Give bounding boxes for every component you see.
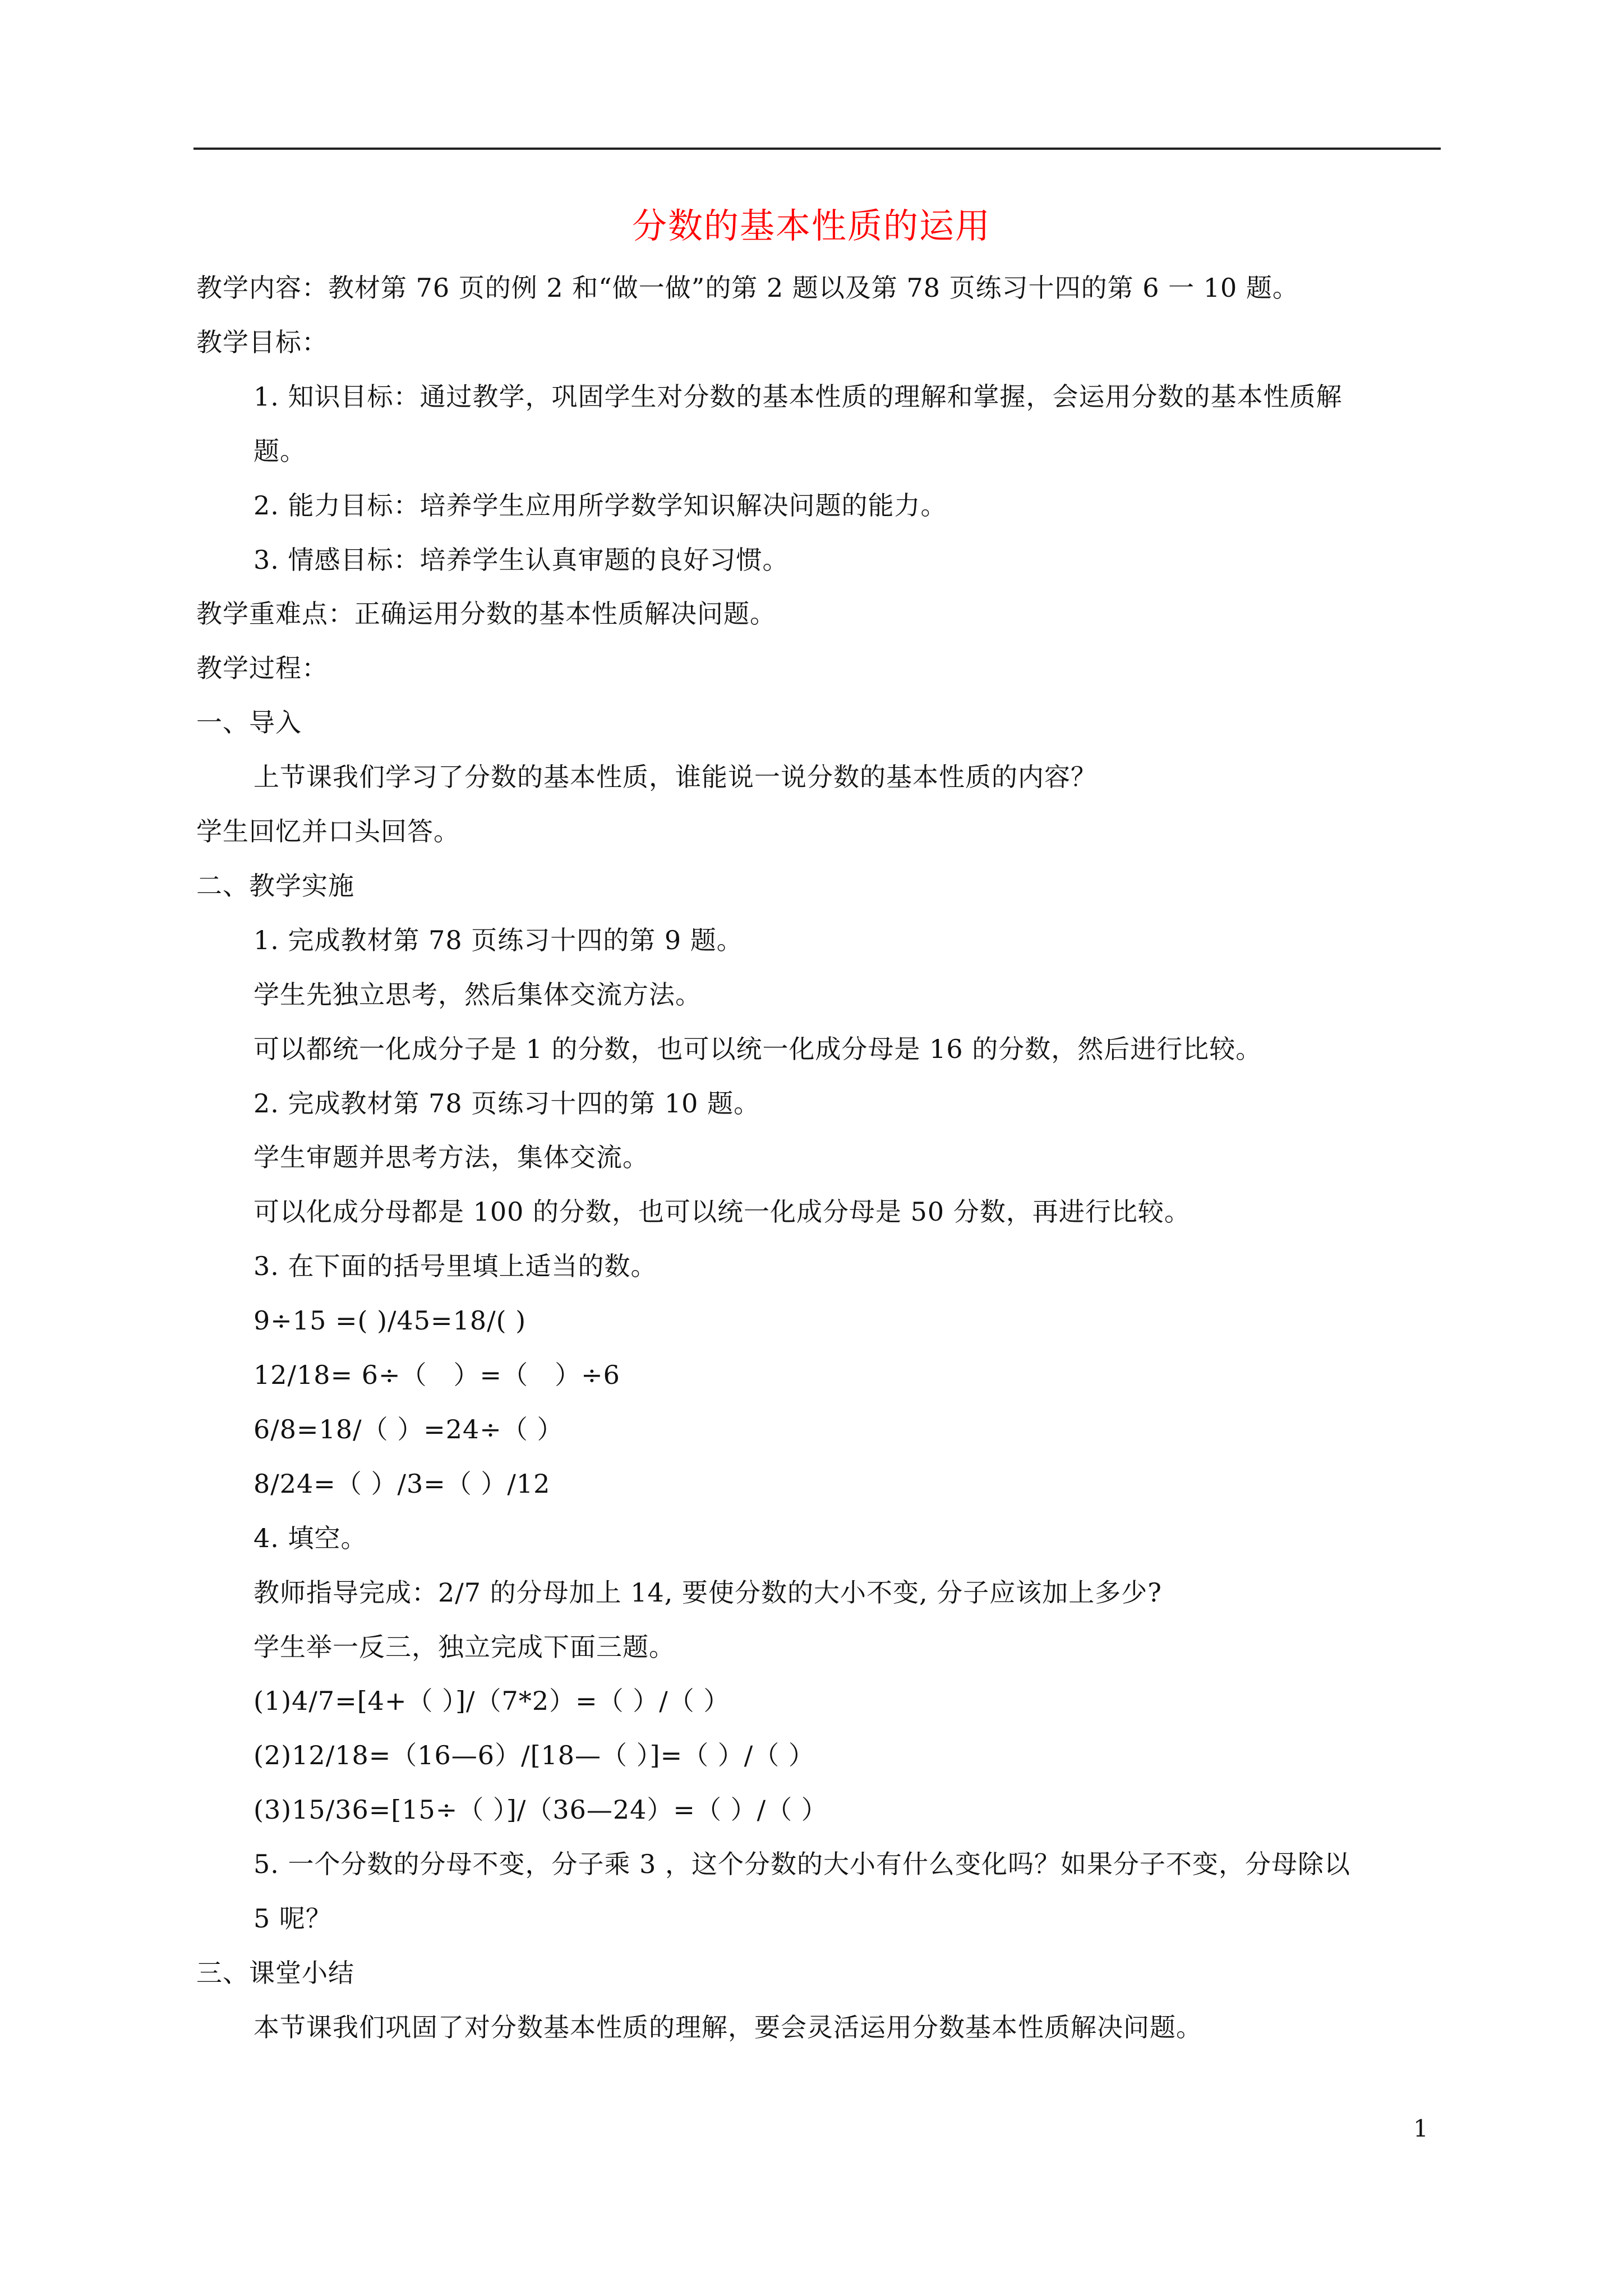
- text-line: 学生审题并思考方法，集体交流。: [253, 1142, 649, 1173]
- text-line: (1)4/7=[4+（ ）]/（7*2）=（ ）/（ ）: [253, 1686, 730, 1717]
- text-line: 教学重难点：正确运用分数的基本性质解决问题。: [196, 599, 776, 629]
- header-rule: [193, 148, 1441, 150]
- text-line: 5 呢？: [253, 1903, 332, 1934]
- text-line: 一、导入: [196, 707, 302, 738]
- text-line: 8/24=（ ）/3=（ ）/12: [253, 1468, 551, 1499]
- text-line: 上节课我们学习了分数的基本性质，谁能说一说分数的基本性质的内容？: [253, 762, 1097, 793]
- document-title: 分数的基本性质的运用: [631, 205, 991, 246]
- text-line: 2. 能力目标：培养学生应用所学数学知识解决问题的能力。: [253, 490, 947, 521]
- text-line: 教师指导完成：2/7 的分母加上 14, 要使分数的大小不变, 分子应该加上多少?: [253, 1577, 1162, 1608]
- text-line: 12/18= 6÷（ ）=（ ）÷6: [253, 1360, 620, 1390]
- text-line: 5. 一个分数的分母不变，分子乘 3 ，这个分数的大小有什么变化吗？如果分子不变，分母除以: [253, 1849, 1351, 1880]
- text-line: 可以都统一化成分子是 1 的分数，也可以统一化成分母是 16 的分数，然后进行比较。: [253, 1033, 1262, 1064]
- text-line: 3. 情感目标：培养学生认真审题的良好习惯。: [253, 544, 789, 575]
- text-line: 3. 在下面的括号里填上适当的数。: [253, 1251, 657, 1282]
- text-line: 学生先独立思考，然后集体交流方法。: [253, 979, 702, 1010]
- text-line: 1. 知识目标：通过教学，巩固学生对分数的基本性质的理解和掌握，会运用分数的基本性质解: [253, 381, 1343, 412]
- text-line: 学生回忆并口头回答。: [196, 816, 460, 846]
- text-line: 可以化成分母都是 100 的分数，也可以统一化成分母是 50 分数，再进行比较。: [253, 1197, 1191, 1227]
- text-line: (2)12/18=（16—6）/[18—（ ）]=（ ）/（ ）: [253, 1740, 815, 1771]
- text-line: 教学过程：: [196, 653, 328, 684]
- text-line: 1. 完成教材第 78 页练习十四的第 9 题。: [253, 924, 743, 955]
- text-line: 9÷15 =( )/45=18/( ): [253, 1305, 527, 1336]
- text-line: 学生举一反三，独立完成下面三题。: [253, 1631, 675, 1662]
- text-line: (3)15/36=[15÷（ ）]/（36—24）=（ ）/（ ）: [253, 1795, 828, 1825]
- text-line: 4. 填空。: [253, 1522, 367, 1553]
- text-line: 三、课堂小结: [196, 1957, 354, 1988]
- text-line: 教学目标：: [196, 326, 328, 357]
- text-line: 6/8=18/（ ）=24÷（ ）: [253, 1414, 564, 1444]
- text-line: 题。: [253, 435, 306, 466]
- text-line: 2. 完成教材第 78 页练习十四的第 10 题。: [253, 1088, 760, 1119]
- page-number: 1: [1413, 2115, 1428, 2142]
- text-line: 二、教学实施: [196, 870, 354, 901]
- text-line: 本节课我们巩固了对分数基本性质的理解，要会灵活运用分数基本性质解决问题。: [253, 2012, 1202, 2042]
- text-line: 教学内容：教材第 76 页的例 2 和“做一做”的第 2 题以及第 78 页练习十四的第 6 一 10 题。: [196, 273, 1299, 303]
